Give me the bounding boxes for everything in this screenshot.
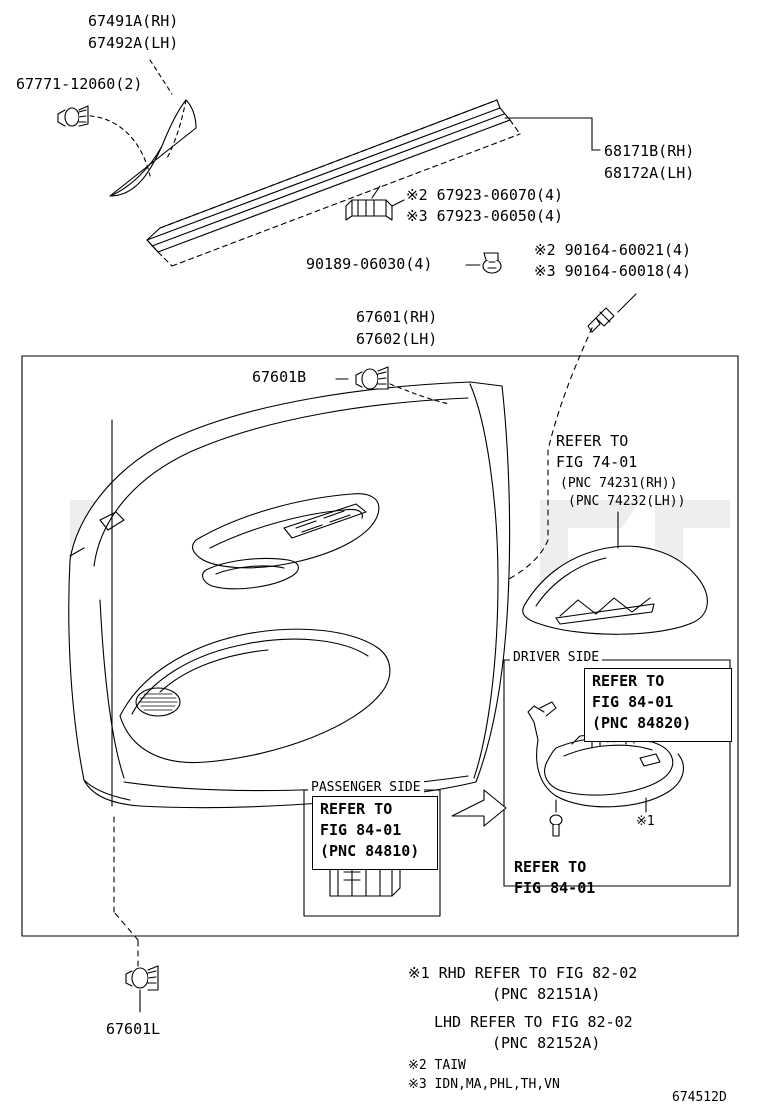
driver-ref-bottom-line2: FIG 84-01 xyxy=(514,879,596,897)
passenger-ref-line1: REFER TO xyxy=(320,800,393,818)
label-screw-90164-idn: ※3 90164-60018(4) xyxy=(534,262,692,280)
ref74-line2: FIG 74-01 xyxy=(556,453,638,471)
note-1-prefix: ※1 RHD xyxy=(408,964,475,982)
driver-ref-line1: REFER TO xyxy=(592,672,665,690)
label-weatherstrip-rh: 68171B(RH) xyxy=(604,142,695,160)
note-2 xyxy=(434,1013,633,1032)
label-clip-67771: 67771-12060(2) xyxy=(16,75,143,93)
passenger-side-title: PASSENGER SIDE xyxy=(308,780,424,796)
label-screw-90164-taiw: ※2 90164-60021(4) xyxy=(534,241,692,259)
figure-code: 674512D xyxy=(672,1090,727,1105)
label-mirror-lh: 67492A(LH) xyxy=(88,34,179,52)
label-mirror-rh: 67491A(RH) xyxy=(88,12,179,30)
note-2-prefix: LHD xyxy=(434,1013,471,1031)
label-weatherstrip-lh: 68172A(LH) xyxy=(604,164,695,182)
label-clip-90189: 90189-06030(4) xyxy=(306,255,433,273)
label-screw-67923-taiw: ※2 67923-06070(4) xyxy=(406,186,564,204)
note-2-sub: (PNC 82152A) xyxy=(492,1034,601,1052)
label-screw-67923-idn: ※3 67923-06050(4) xyxy=(406,207,564,225)
note-1-bold: REFER TO FIG 82-02 xyxy=(474,964,638,982)
label-trim-lh: 67602(LH) xyxy=(356,330,438,348)
passenger-ref-line2: FIG 84-01 xyxy=(320,821,402,839)
note-3: ※2 TAIW xyxy=(408,1058,466,1073)
driver-ref-line2: FIG 84-01 xyxy=(592,693,674,711)
ref74-line1: REFER TO xyxy=(556,432,629,450)
label-trim-rh: 67601(RH) xyxy=(356,308,438,326)
driver-ref-bottom-line1: REFER TO xyxy=(514,858,587,876)
passenger-ref-line3: (PNC 84810) xyxy=(320,842,420,860)
label-cap-67601l: 67601L xyxy=(106,1020,161,1038)
ref74-line3: (PNC 74231(RH)) xyxy=(560,476,678,491)
label-cap-67601b: 67601B xyxy=(252,368,307,386)
note-2-bold: REFER TO FIG 82-02 xyxy=(470,1013,633,1031)
driver-side-title: DRIVER SIDE xyxy=(510,650,602,666)
ref74-line4: (PNC 74232(LH)) xyxy=(568,494,686,509)
driver-ref-line3: (PNC 84820) xyxy=(592,714,692,732)
note-4: ※3 IDN,MA,PHL,TH,VN xyxy=(408,1077,560,1092)
note-1 xyxy=(408,964,637,983)
driver-mark-1: ※1 xyxy=(636,814,655,829)
note-1-sub: (PNC 82151A) xyxy=(492,985,601,1003)
